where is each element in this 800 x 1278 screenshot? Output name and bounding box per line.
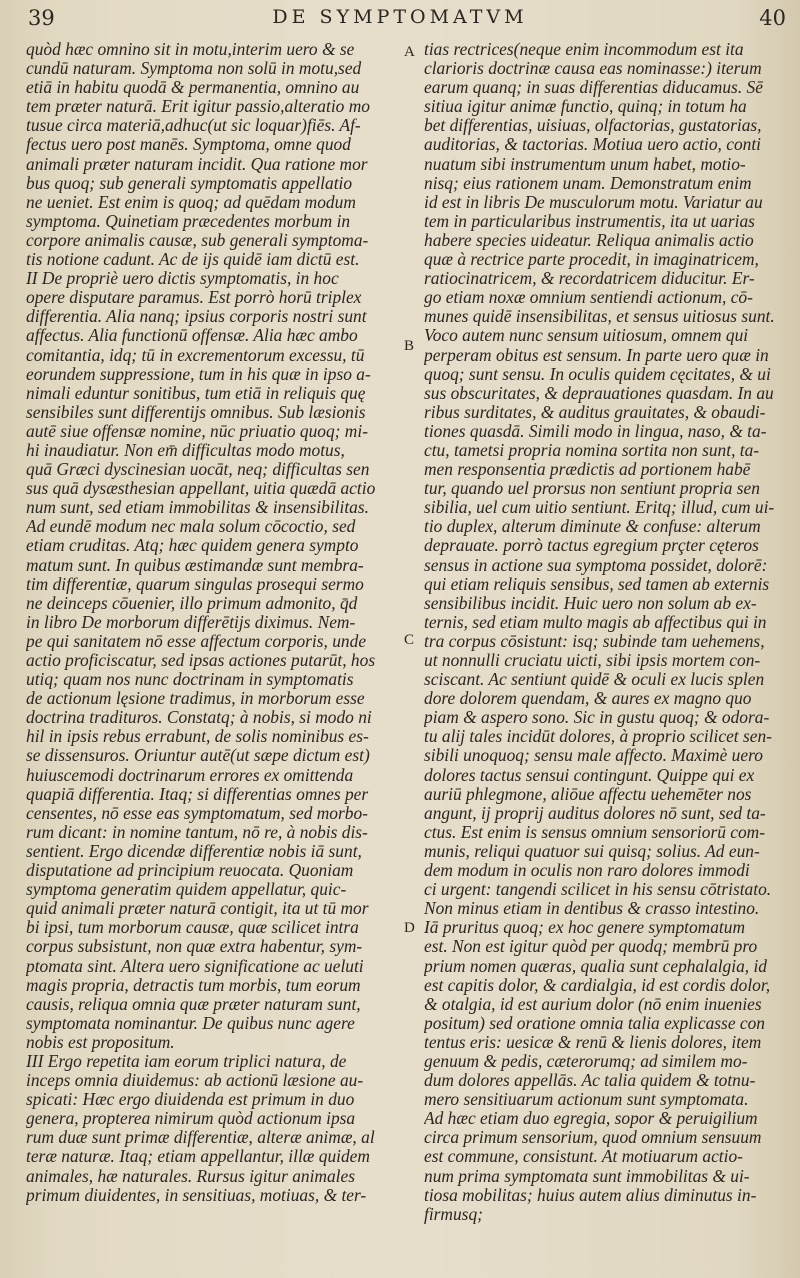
text-line: sentient. Ergo dicendæ differentiæ nobis iā sunt,: [26, 841, 362, 861]
right-column: [424, 40, 782, 1276]
text-line: fectus uero post manēs. Symptoma, omne quod: [26, 135, 351, 155]
text-line: ternis, sed etiam multo magis ab affectibus qui in: [424, 612, 767, 632]
text-line: sus obscuritates, & deprauationes quasdam. In au: [424, 383, 774, 403]
text-line: tem præter naturā. Erit igitur passio,alteratio mo: [26, 97, 370, 117]
text-line: dolores tactus sensui contingunt. Quippe qui ex: [424, 765, 755, 785]
text-line: nisq; eius rationem unam. Demonstratum enim: [424, 173, 752, 193]
text-line: angunt, ij proprij auditus dolores nō sunt, sed ta-: [424, 803, 766, 823]
text-line: auriū phlegmone, aliōue affectu uehemēter nos: [424, 784, 752, 804]
text-line: sensus in actione sua symptoma possidet, dolorē:: [424, 555, 768, 575]
text-line: magis propria, detractis tum morbis, tum eorum: [26, 975, 361, 995]
section-marker-c: C: [404, 632, 415, 648]
text-line: genuum & pedis, cæterorumq; ad similem mo-: [424, 1051, 748, 1071]
text-line: etiam cruditas. Atq; hæc quidem genera sympto: [26, 536, 359, 556]
text-line: perperam obitus est sensum. In parte uero quæ in: [424, 345, 769, 365]
text-line: in libro De morborum differētijs diximus. Nem-: [26, 612, 356, 632]
text-line: disputatione ad principium reuocata. Quoniam: [26, 861, 354, 881]
text-line: ctus. Est enim is sensus omnium sensoriorū com-: [424, 822, 766, 842]
text-line: munis, reliqui quatuor sui quisq; solius. Ad eun-: [424, 841, 760, 861]
text-line: ptomata sint. Altera uero significatione ac ueluti: [26, 956, 364, 976]
section-marker-a: A: [404, 44, 415, 60]
text-line: se dissensuros. Oriuntur autē(ut sæpe dictum est): [26, 746, 370, 766]
text-line: tis notione cadunt. Ac de ijs quidē iam dictū est.: [26, 250, 360, 270]
text-line: symptoma. Quinetiam præcedentes morbum in: [26, 211, 351, 231]
text-line: ctu, tametsi propria nomina sortita non sunt, ta-: [424, 440, 760, 460]
text-line: earum quanq; in suas differentias diducamus. Sē: [424, 78, 763, 98]
running-title: DE SYMPTOMATVM: [272, 6, 528, 28]
left-page-number: 39: [28, 6, 55, 30]
text-line: firmusq;: [424, 1204, 483, 1224]
text-line: animales, hæ naturales. Rursus igitur animales: [26, 1166, 355, 1186]
section-marker-b: B: [404, 338, 415, 354]
text-line: opere disputare paramus. Est porrò horū triplex: [26, 288, 362, 308]
text-line: II De propriè uero dictis symptomatis, in hoc: [26, 269, 339, 289]
text-line: est capitis dolor, & cardialgia, id est cordis dolor,: [424, 975, 771, 995]
text-line: inceps omnia diuidemus: ab actionū læsione au-: [26, 1071, 364, 1091]
text-line: Iā pruritus quoq; ex hoc genere symptomatum: [424, 918, 746, 938]
text-line: sibilia, uel cum uitio sentiunt. Eritq; illud, cum ui-: [424, 498, 775, 518]
left-column: [26, 40, 396, 1276]
text-line: quæ à rectrice parte procedit, in imaginatricem,: [424, 250, 759, 270]
text-line: huiuscemodi doctrinarum errores ex omittenda: [26, 765, 354, 785]
text-line: ne deinceps cōuenier, illo primum admonito, q̄d: [26, 593, 358, 613]
text-line: differentia. Alia nanq; ipsius corporis nostri sunt: [26, 307, 367, 327]
text-line: quapiā differentia. Itaq; si differentias omnes per: [26, 784, 369, 804]
text-line: comitantia, idq; tū in excrementorum excessu, tū: [26, 345, 365, 365]
text-line: quid animali præter naturā contigit, ita ut tū mor: [26, 899, 369, 919]
text-line: ci urgent: tangendi scilicet in his sensu cōtristato.: [424, 880, 772, 900]
text-line: tu alij tales incidūt dolores, à proprio scilicet sen-: [424, 727, 772, 747]
text-line: de actionum lęsione tradimus, in morborum esse: [26, 689, 365, 709]
text-line: dum dolores appellās. Ac talia quidem & totnu-: [424, 1071, 756, 1091]
text-line: id est in libris De musculorum motu. Variatur au: [424, 192, 763, 212]
text-line: quā Græci dyscinesian uocāt, neq; difficultas sen: [26, 460, 370, 480]
text-line: sibili unoquoq; sensu male affecto. Maximè uero: [424, 746, 763, 766]
text-line: go etiam noxæ omnium sentiendi actionum, cō-: [424, 288, 753, 308]
text-line: nobis est propositum.: [26, 1032, 175, 1052]
text-line: prium nomen quæras, qualia sunt cephalalgia, id: [424, 956, 767, 976]
text-line: deprauate. porrò tactus egregium prçter cęteros: [424, 536, 759, 556]
text-line: piam & aspero sono. Sic in gustu quoq; & odora-: [424, 708, 770, 728]
text-line: sciscant. Ac sentiunt quidē & oculi ex lucis splen: [424, 670, 765, 690]
text-line: num prima symptomata sunt immobilitas & ui-: [424, 1166, 750, 1186]
text-line: utiq; quam nos nunc doctrinam in symptomatis: [26, 670, 354, 690]
text-line: cundū naturam. Symptoma non solū in motu,sed: [26, 59, 362, 79]
text-line: censentes, nō esse eas symptomatum, sed morbo-: [26, 803, 368, 823]
text-line: nuatum sibi instrumentum unum habet, motio-: [424, 154, 746, 174]
text-line: dem modum in oculis non raro dolores immodi: [424, 861, 750, 881]
text-line: tusue circa materiā,adhuc(ut sic loquar)fiēs. Af-: [26, 116, 361, 136]
text-line: Voco autem nunc sensum uitiosum, omnem qui: [424, 326, 749, 346]
text-line: tias rectrices(neque enim incommodum est ita: [424, 40, 744, 59]
right-page-number: 40: [759, 6, 786, 30]
text-line: teræ naturæ. Itaq; etiam appellantur, illæ quidem: [26, 1147, 370, 1167]
text-line: Ad hæc etiam duo egregia, sopor & peruigilium: [424, 1109, 758, 1129]
text-line: eorundem suppressione, tum in his quæ in ipso a-: [26, 364, 371, 384]
text-line: etiā in habitu quodā & permanentia, omnino au: [26, 78, 360, 98]
text-line: men responsentia prædictis ad portionem habē: [424, 460, 751, 480]
text-line: tio duplex, alterum diminute & confuse: alterum: [424, 517, 761, 537]
text-line: tentus eris: uesicæ & renū & lienis dolores, item: [424, 1032, 762, 1052]
page-header: [0, 0, 800, 40]
text-line: causis, reliqua omnia quæ præter naturam sunt,: [26, 994, 361, 1014]
text-line: quoq; sunt sensu. In oculis quidem cęcitates, & ui: [424, 364, 771, 384]
text-line: rum duæ sunt primæ differentiæ, alteræ animæ, al: [26, 1128, 375, 1148]
text-line: corpore animalis causæ, sub generali symptoma-: [26, 230, 369, 250]
text-line: actio proficiscatur, sed ipsas actiones putarūt, hos: [26, 651, 376, 670]
text-line: rum dicant: in nomine tantum, nō re, à nobis dis-: [26, 822, 368, 842]
text-line: symptoma generatim quidem appellatur, quic-: [26, 880, 347, 900]
text-line: corpus subsistunt, non quæ extra habentur, sym-: [26, 937, 363, 957]
text-line: mero sensitiuarum actionum sunt symptomata.: [424, 1090, 749, 1110]
text-line: est. Non est igitur quòd per quodq; membrū pro: [424, 937, 758, 957]
text-line: & otalgia, id est aurium dolor (nō enim inuenies: [424, 994, 762, 1014]
text-line: est commune, consistunt. At motiuarum actio-: [424, 1147, 743, 1167]
text-line: bus quoq; sub generali symptomatis appellatio: [26, 173, 353, 193]
text-line: matum sunt. In quibus æstimandæ sunt membra-: [26, 555, 364, 575]
text-line: symptomata nominantur. De quibus nunc agere: [26, 1013, 355, 1033]
text-line: spicati: Hæc ergo diuidenda est primum in duo: [26, 1090, 355, 1110]
text-line: tem in particularibus instrumentis, ita ut uarias: [424, 211, 755, 231]
text-line: affectus. Alia functionū offensæ. Alia hæc ambo: [26, 326, 358, 346]
text-line: autē siue offensæ nomine, nūc priuatio quoq; mi-: [26, 421, 368, 441]
text-line: Ad eundē modum nec mala solum cōcoctio, sed: [26, 517, 356, 537]
text-line: dore dolorem quendam, & aures ex magno quo: [424, 689, 752, 709]
text-line: num sunt, sed etiam immobilitas & insensibilitas.: [26, 498, 369, 518]
text-line: circa primum sensorium, quod omnium sensuum: [424, 1128, 762, 1148]
text-line: qui etiam reliquis sensibus, sed tamen ab externis: [424, 574, 770, 594]
text-line: munes quidē insensibilitas, et sensus uitiosus sunt.: [424, 307, 775, 327]
text-line: tur, quando uel prorsus non sentiunt propria sen: [424, 479, 760, 499]
text-line: doctrina tradituros. Constatq; à nobis, si modo ni: [26, 708, 372, 728]
text-line: ne ueniet. Est enim is quoq; ad quēdam modum: [26, 192, 356, 212]
text-line: tra corpus cōsistunt: isq; subinde tam uehemens,: [424, 631, 765, 651]
text-line: tiones quasdā. Simili modo in lingua, naso, & ta-: [424, 421, 767, 441]
text-line: genera, propterea nimirum quòd actionum ipsa: [26, 1109, 356, 1129]
text-line: sitiua igitur animæ functio, quinq; in totum ha: [424, 97, 747, 117]
text-line: nimali eduntur sonitibus, tum etiā in reliquis quę: [26, 383, 366, 403]
text-line: sensibilibus incidit. Huic uero non solum ab ex-: [424, 593, 757, 613]
text-line: positum) sed oratione omnia talia explicasse con: [424, 1013, 766, 1033]
text-line: bet differentias, uisiuas, olfactorias, gustatorias,: [424, 116, 762, 136]
section-marker-d: D: [404, 920, 415, 936]
text-line: ut nonnulli cruciatu uicti, sibi ipsis mortem con-: [424, 651, 761, 670]
text-line: habere species uideatur. Reliqua animalis actio: [424, 230, 754, 250]
text-line: ratiocinatricem, & recordatricem diducitur. Er-: [424, 269, 755, 289]
text-line: auditorias, & tactorias. Motiua uero actio, conti: [424, 135, 762, 155]
text-line: sensibiles sunt differentijs omnibus. Sub læsionis: [26, 402, 366, 422]
text-line: Non minus etiam in dentibus & crasso intestino.: [424, 899, 760, 919]
text-line: pe qui sanitatem nō esse affectum corporis, unde: [26, 631, 367, 651]
text-line: III Ergo repetita iam eorum triplici natura, de: [26, 1051, 347, 1071]
text-line: hil in ipsis rebus errabunt, de solis nominibus es-: [26, 727, 369, 747]
text-line: clarioris doctrinæ causa eas nominasse:) iterum: [424, 59, 762, 79]
text-line: tiosa mobilitas; huius autem alius diminutus in-: [424, 1185, 757, 1205]
text-line: bi ipsi, tum morborum causæ, quæ scilicet intra: [26, 918, 359, 938]
text-line: tim differentiæ, quarum singulas prosequi sermo: [26, 574, 364, 594]
margin-gutter: [398, 40, 424, 1276]
text-line: sus quā dysæsthesian appellant, uitia quædā actio: [26, 479, 376, 499]
text-line: animali præter naturam incidit. Qua ratione mor: [26, 154, 368, 174]
text-line: quòd hæc omnino sit in motu,interim uero & se: [26, 40, 355, 59]
text-line: hi inaudiatur. Non em̄ difficultas modo motus,: [26, 440, 345, 460]
text-line: ribus surditates, & auditus grauitates, & obaudi-: [424, 402, 766, 422]
text-line: primum diuidentes, in sensitiuas, motiuas, & ter-: [26, 1185, 367, 1205]
